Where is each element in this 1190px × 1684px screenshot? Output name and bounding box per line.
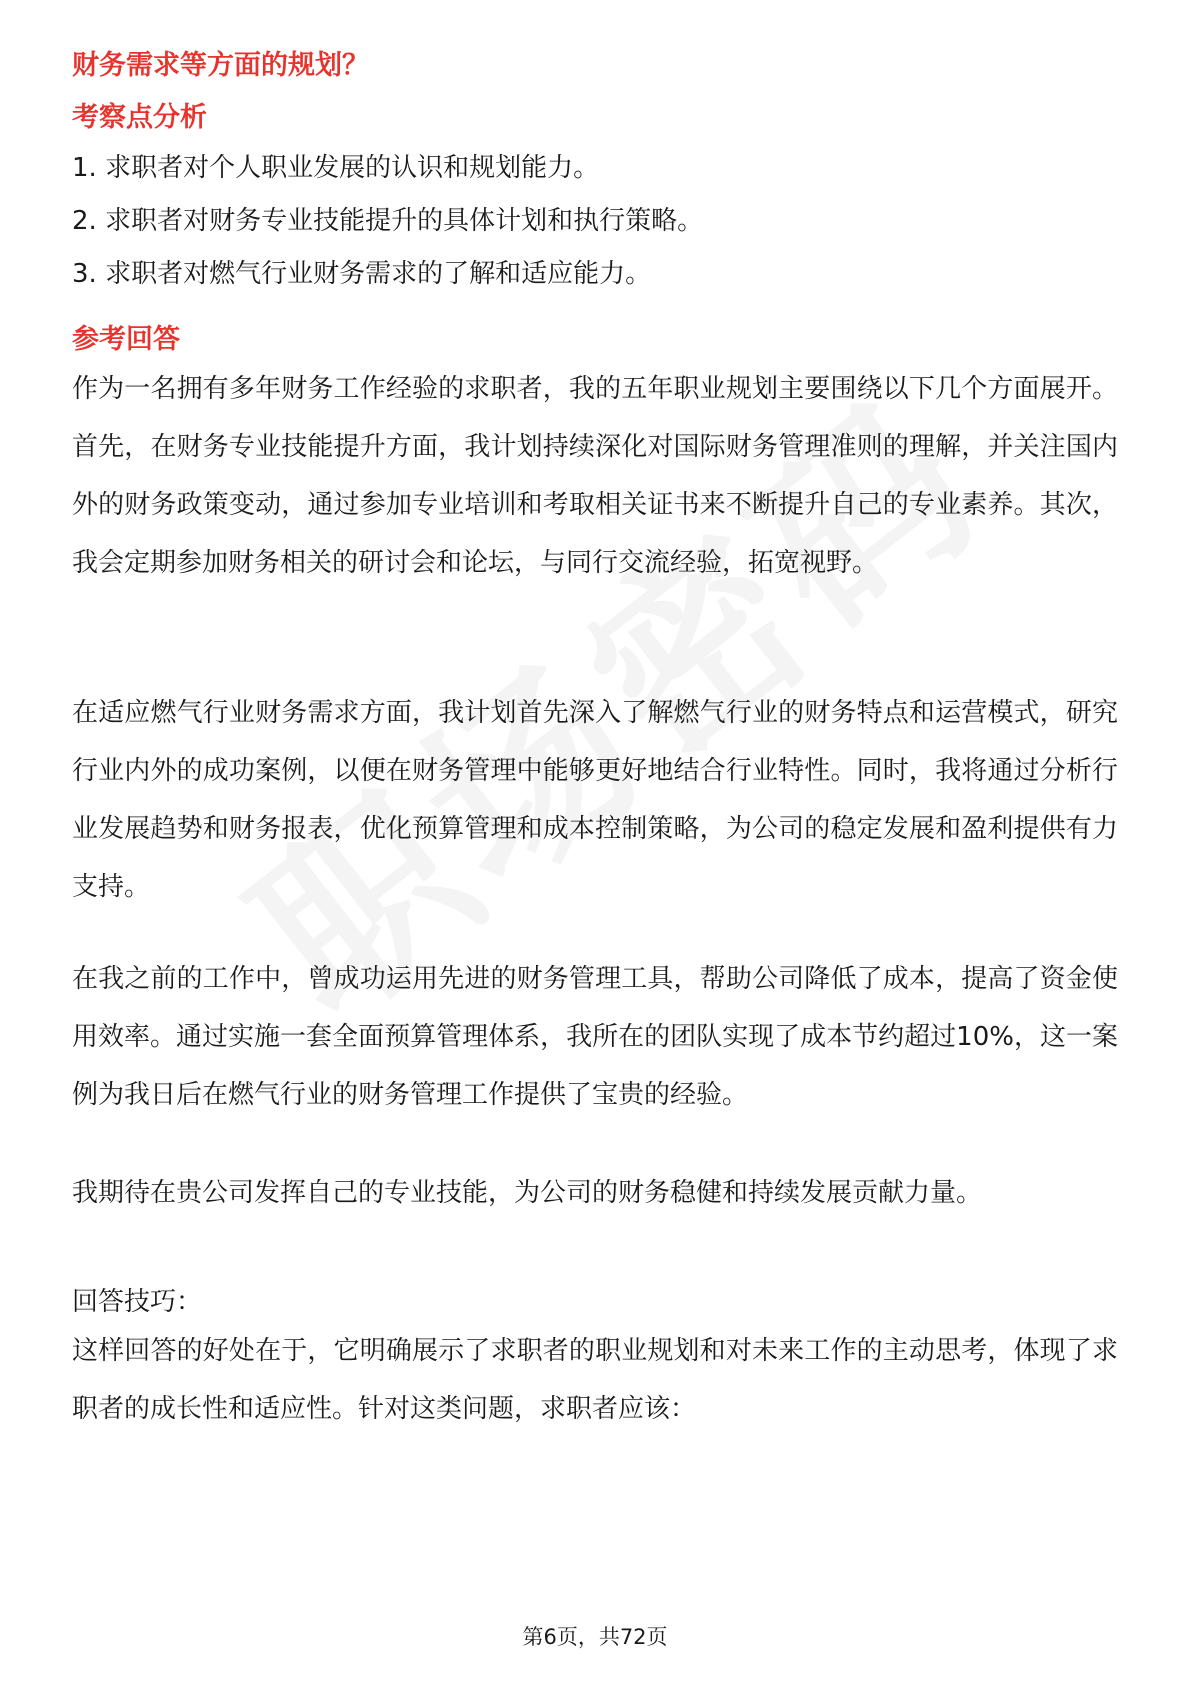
analysis-item: 3. 求职者对燃气行业财务需求的了解和适应能力。 bbox=[72, 259, 652, 289]
page-number: 第6页，共72页 bbox=[522, 1625, 668, 1649]
answer-paragraph: 我期待在贵公司发挥自己的专业技能，为公司的财务稳健和持续发展贡献力量。 bbox=[72, 1178, 983, 1208]
answer-paragraph: 作为一名拥有多年财务工作经验的求职者，我的五年职业规划主要围绕以下几个方面展开。首先，在财务专业技能提升方面，我计划持续深化对国际财务管理准则的理解，并关注国内外的财务政策变动，通过参加专业培训和考取相关证书来不断提升自己的专业素养。其次，我会定期参加财务相关的研讨会和论坛，与同行交流经验，拓宽视野。 bbox=[72, 374, 1118, 578]
question-heading: 财务需求等方面的规划？ bbox=[72, 50, 369, 81]
tips-heading: 回答技巧： bbox=[72, 1287, 203, 1317]
answer-paragraph: 在适应燃气行业财务需求方面，我计划首先深入了解燃气行业的财务特点和运营模式，研究行业内外的成功案例，以便在财务管理中能够更好地结合行业特性。同时，我将通过分析行业发展趋势和财务报表，优化预算管理和成本控制策略，为公司的稳定发展和盈利提供有力支持。 bbox=[72, 698, 1118, 902]
analysis-item: 1. 求职者对个人职业发展的认识和规划能力。 bbox=[72, 153, 600, 183]
answer-paragraph: 在我之前的工作中，曾成功运用先进的财务管理工具，帮助公司降低了成本，提高了资金使用效率。通过实施一套全面预算管理体系，我所在的团队实现了成本节约超过10%，这一案例为我日后在燃气行业的财务管理工作提供了宝贵的经验。 bbox=[72, 964, 1118, 1110]
analysis-heading: 考察点分析 bbox=[72, 102, 207, 133]
tips-text: 这样回答的好处在于，它明确展示了求职者的职业规划和对未来工作的主动思考，体现了求职者的成长性和适应性。针对这类问题，求职者应该： bbox=[72, 1336, 1118, 1424]
analysis-item: 2. 求职者对财务专业技能提升的具体计划和执行策略。 bbox=[72, 206, 704, 236]
answer-heading: 参考回答 bbox=[72, 324, 180, 355]
